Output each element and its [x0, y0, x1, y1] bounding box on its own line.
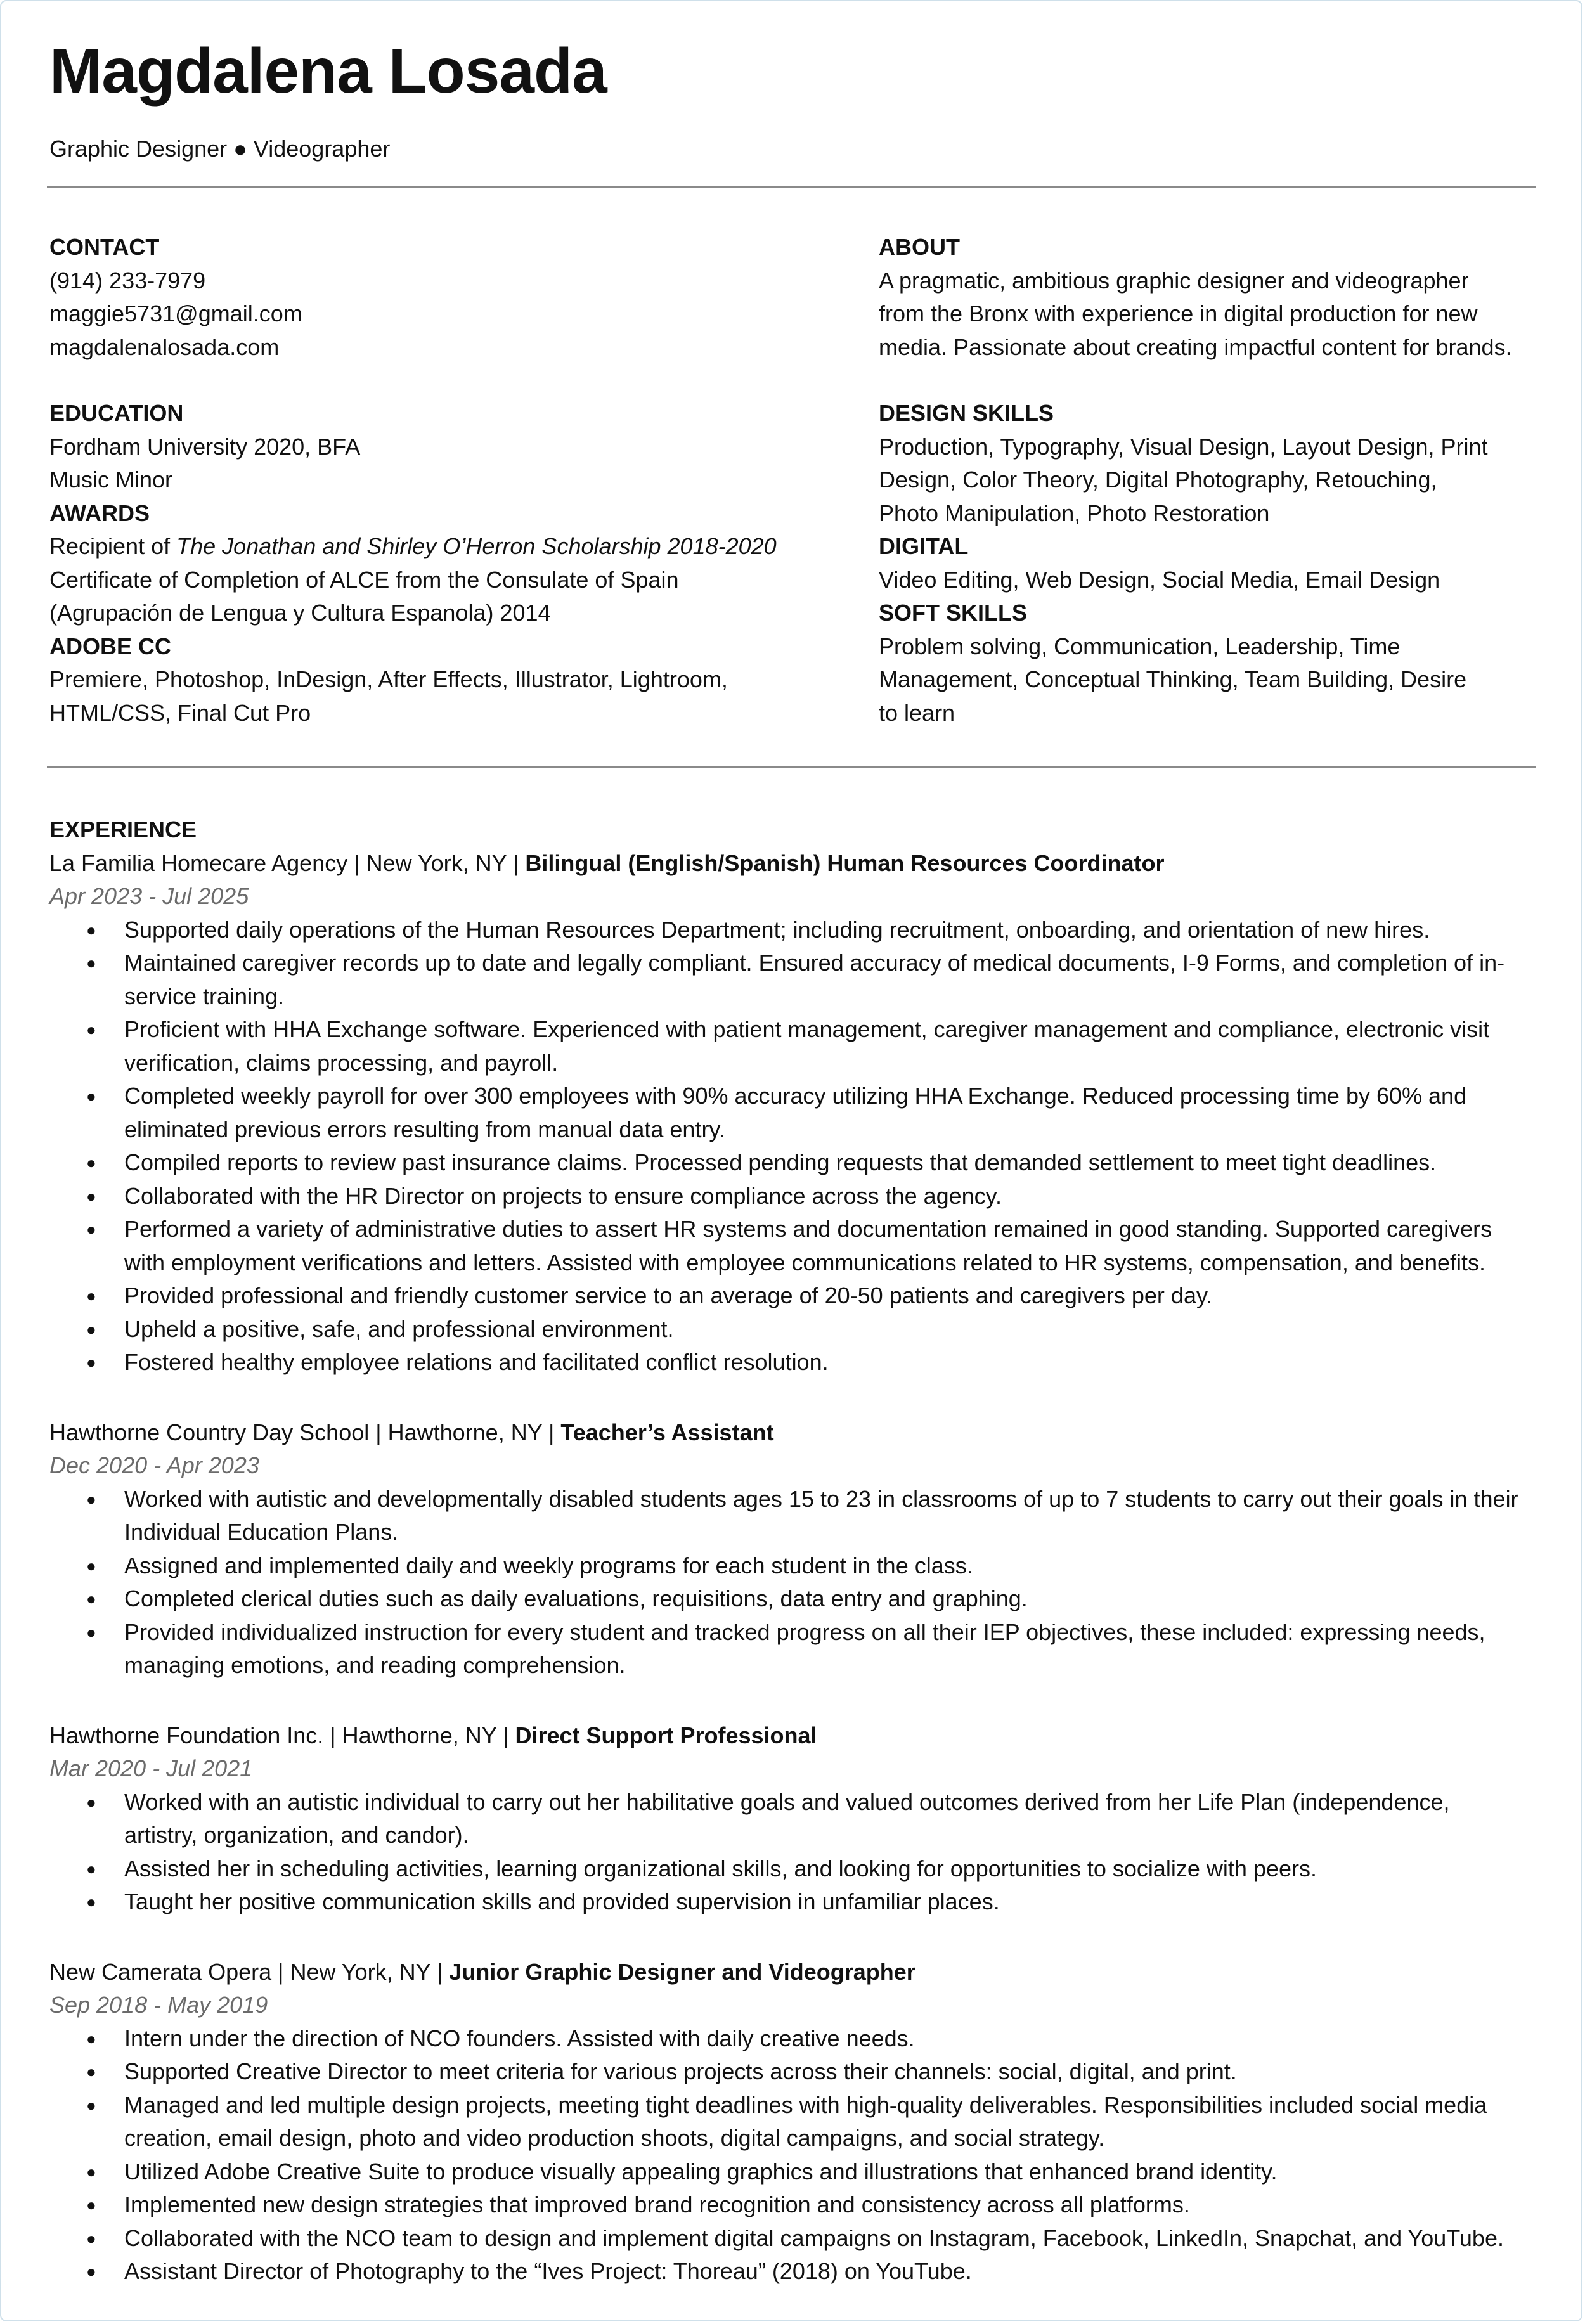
education-line: Music Minor [49, 467, 173, 493]
about-line: A pragmatic, ambitious graphic designer and videographer [879, 267, 1469, 294]
education-heading: EDUCATION [49, 400, 184, 426]
education-line: Fordham University 2020, BFA [49, 433, 361, 460]
soft-skills-heading: SOFT SKILLS [879, 600, 1027, 626]
left-column [49, 231, 879, 730]
job-title: Direct Support Professional [515, 1722, 817, 1748]
awards-heading: AWARDS [49, 500, 150, 526]
bullet-item: ● Utilized Adobe Creative Suite to produce visually appealing graphics and illustrations that enhanced brand identity. [49, 2155, 1534, 2189]
bullet-item: ● Collaborated with the NCO team to design and implement digital campaigns on Instagram, Facebook, LinkedIn, Snapchat, and YouTube. [49, 2222, 1534, 2256]
bullet-item: ● Upheld a positive, safe, and professional environment. [49, 1313, 1534, 1346]
awards-prefix: Recipient of [49, 533, 177, 559]
candidate-subtitle: Graphic Designer ● Videographer [49, 136, 391, 162]
bullet-item: ● Assisted her in scheduling activities, learning organizational skills, and looking for opportunities to socialize with peers. [49, 1852, 1534, 1886]
job-entry [49, 847, 1534, 1379]
contact-email: maggie5731@gmail.com [49, 300, 302, 326]
job-entry [49, 1956, 1534, 2288]
adobe-line: HTML/CSS, Final Cut Pro [49, 699, 311, 726]
job-header [49, 1416, 1534, 1450]
soft-skills-line: Problem solving, Communication, Leadership, Time [879, 633, 1401, 659]
job-dates: Sep 2018 - May 2019 [49, 1992, 268, 2018]
adobe-line: Premiere, Photoshop, InDesign, After Effects, Illustrator, Lightroom, [49, 666, 728, 692]
contact-phone: (914) 233-7979 [49, 267, 206, 294]
bullet-item: ● Supported Creative Director to meet criteria for various projects across their channels: social, digital, and print. [49, 2055, 1534, 2089]
resume-content [49, 33, 1534, 2288]
bullet-item: ● Supported daily operations of the Human Resources Department; including recruitment, onboarding, and orientation of new hires. [49, 913, 1534, 947]
spacer [879, 364, 1534, 397]
job-org: La Familia Homecare Agency | New York, NY | [49, 849, 526, 876]
soft-skills-line: to learn [879, 699, 955, 726]
job-title: Teacher’s Assistant [560, 1419, 774, 1445]
contact-heading: CONTACT [49, 234, 160, 260]
job-header [49, 847, 1534, 881]
job-dates: Mar 2020 - Jul 2021 [49, 1755, 253, 1781]
contact-website: magdalenalosada.com [49, 333, 280, 360]
bullet-item: ● Fostered healthy employee relations and facilitated conflict resolution. [49, 1346, 1534, 1379]
digital-line: Video Editing, Web Design, Social Media, Email Design [879, 566, 1440, 593]
bullet-item: ● Managed and led multiple design projects, meeting tight deadlines with high-quality deliverables. Responsibilities included social media creation, email design, photo and video production shoots, digital campaigns, and social strategy. [49, 2089, 1534, 2155]
design-skills-line: Photo Manipulation, Photo Restoration [879, 500, 1270, 526]
design-skills-line: Design, Color Theory, Digital Photography, Retouching, [879, 467, 1437, 493]
job-entry [49, 1719, 1534, 1919]
bullet-item: ● Assigned and implemented daily and weekly programs for each student in the class. [49, 1549, 1534, 1583]
awards-line [49, 530, 879, 564]
bullet-item: ● Maintained caregiver records up to date and legally compliant. Ensured accuracy of medical documents, I-9 Forms, and completion of in-service training. [49, 946, 1534, 1013]
job-bullets [49, 913, 1534, 1379]
bullet-item: ● Assistant Director of Photography to the “Ives Project: Thoreau” (2018) on YouTube. [49, 2255, 1534, 2288]
soft-skills-line: Management, Conceptual Thinking, Team Building, Desire [879, 666, 1467, 692]
bullet-item: ● Completed clerical duties such as daily evaluations, requisitions, data entry and graphing. [49, 1582, 1534, 1616]
job-title: Junior Graphic Designer and Videographer [449, 1958, 915, 1985]
job-bullets [49, 2022, 1534, 2288]
bullet-item: ● Worked with an autistic individual to carry out her habilitative goals and valued outcomes derived from her Life Plan (independence, artistry, organization, and candor). [49, 1786, 1534, 1852]
awards-line: (Agrupación de Lengua y Cultura Espanola) 2014 [49, 600, 551, 626]
candidate-name: Magdalena Losada [49, 36, 607, 107]
about-line: from the Bronx with experience in digital production for new [879, 300, 1478, 326]
bullet-item: ● Provided professional and friendly customer service to an average of 20-50 patients and caregivers per day. [49, 1279, 1534, 1313]
about-line: media. Passionate about creating impactful content for brands. [879, 333, 1512, 360]
bullet-item: ● Proficient with HHA Exchange software. Experienced with patient management, caregiver management and compliance, electronic visit verification, claims processing, and payroll. [49, 1013, 1534, 1080]
job-org: New Camerata Opera | New York, NY | [49, 1958, 450, 1985]
job-title: Bilingual (English/Spanish) Human Resources Coordinator [525, 849, 1165, 876]
bullet-item: ● Completed weekly payroll for over 300 employees with 90% accuracy utilizing HHA Exchange. Reduced processing time by 60% and eliminated previous errors resulting from manual data entry. [49, 1080, 1534, 1146]
bullet-item: ● Collaborated with the HR Director on projects to ensure compliance across the agency. [49, 1180, 1534, 1213]
bullet-item: ● Compiled reports to review past insurance claims. Processed pending requests that demanded settlement to meet tight deadlines. [49, 1146, 1534, 1180]
design-skills-heading: DESIGN SKILLS [879, 400, 1054, 426]
bullet-item: ● Provided individualized instruction for every student and tracked progress on all their IEP objectives, these included: expressing needs, managing emotions, and reading comprehension. [49, 1616, 1534, 1682]
job-bullets [49, 1786, 1534, 1919]
divider-middle [47, 766, 1536, 768]
adobe-heading: ADOBE CC [49, 633, 172, 659]
spacer [49, 364, 879, 397]
job-bullets [49, 1483, 1534, 1682]
bullet-item: ● Implemented new design strategies that improved brand recognition and consistency across all platforms. [49, 2188, 1534, 2222]
awards-line: Certificate of Completion of ALCE from the Consulate of Spain [49, 566, 679, 593]
design-skills-line: Production, Typography, Visual Design, Layout Design, Print [879, 433, 1488, 460]
job-org: Hawthorne Country Day School | Hawthorne, NY | [49, 1419, 561, 1445]
summary-columns [49, 231, 1534, 730]
bullet-item: ● Performed a variety of administrative duties to assert HR systems and documentation remained in good standing. Supported caregivers with employment verifications and letters. Assisted with employee communications related to HR systems, compensation, and benefits. [49, 1213, 1534, 1279]
job-header [49, 1719, 1534, 1753]
divider-top [47, 186, 1536, 188]
job-entry [49, 1416, 1534, 1682]
scholarship-name: The Jonathan and Shirley O’Herron Scholarship 2018-2020 [176, 533, 777, 559]
experience-heading: EXPERIENCE [49, 817, 197, 842]
job-dates: Dec 2020 - Apr 2023 [49, 1452, 259, 1478]
about-heading: ABOUT [879, 234, 960, 260]
bullet-item: ● Worked with autistic and developmentally disabled students ages 15 to 23 in classrooms of up to 7 students to carry out their goals in their Individual Education Plans. [49, 1483, 1534, 1549]
job-dates: Apr 2023 - Jul 2025 [49, 883, 249, 909]
bullet-item: ● Intern under the direction of NCO founders. Assisted with daily creative needs. [49, 2022, 1534, 2056]
job-org: Hawthorne Foundation Inc. | Hawthorne, NY | [49, 1722, 515, 1748]
digital-heading: DIGITAL [879, 533, 969, 559]
job-header [49, 1956, 1534, 1989]
right-column [879, 231, 1534, 730]
bullet-item: ● Taught her positive communication skills and provided supervision in unfamiliar places. [49, 1885, 1534, 1919]
